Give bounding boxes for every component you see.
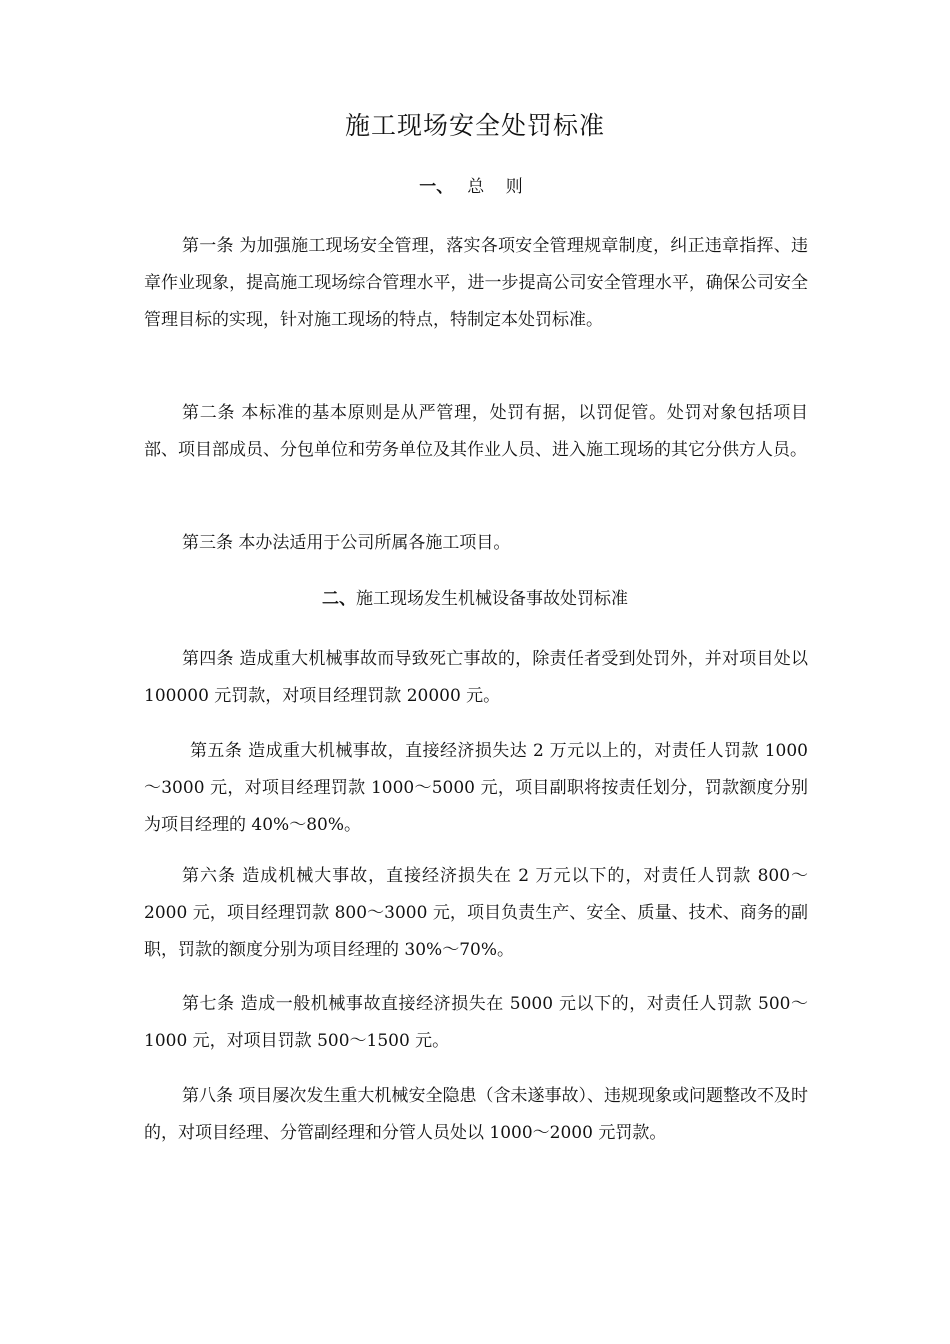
article-5: 第五条 造成重大机械事故，直接经济损失达 2 万元以上的，对责任人罚款 1000～3000 元，对项目经理罚款 1000～5000 元，项目副职将按责任划分，罚款额度分别为项目经理的 40%～80%。 <box>144 741 808 835</box>
article-6: 第六条 造成机械大事故，直接经济损失在 2 万元以下的，对责任人罚款 800～2000 元，项目经理罚款 800～3000 元，项目负责生产、安全、质量、技术、商务的副职，罚款的额度分别为项目经理的 30%～70%。 <box>144 866 808 960</box>
section-title: 总 则 <box>467 177 531 197</box>
article-1: 第一条 为加强施工现场安全管理，落实各项安全管理规章制度，纠正违章指挥、违章作业现象，提高施工现场综合管理水平，进一步提高公司安全管理水平，确保公司安全管理目标的实现，针对施工现场的特点，特制定本处罚标准。 <box>144 236 808 330</box>
section-title: 施工现场发生机械设备事故处罚标准 <box>356 589 628 609</box>
section-number: 二、 <box>322 589 356 609</box>
document-title: 施工现场安全处罚标准 <box>344 111 605 140</box>
article-8: 第八条 项目屡次发生重大机械安全隐患（含未遂事故）、违规现象或问题整改不及时的，对项目经理、分管副经理和分管人员处以 1000～2000 元罚款。 <box>144 1086 808 1143</box>
article-7: 第七条 造成一般机械事故直接经济损失在 5000 元以下的，对责任人罚款 500～1000 元，对项目罚款 500～1500 元。 <box>144 994 808 1051</box>
section-heading-general <box>0 172 950 197</box>
article-2: 第二条 本标准的基本原则是从严管理，处罚有据，以罚促管。处罚对象包括项目部、项目部成员、分包单位和劳务单位及其作业人员、进入施工现场的其它分供方人员。 <box>144 403 808 460</box>
section-heading-machinery <box>0 584 950 609</box>
section-number: 一、 <box>419 177 454 197</box>
article-4: 第四条 造成重大机械事故而导致死亡事故的，除责任者受到处罚外，并对项目处以 100000 元罚款，对项目经理罚款 20000 元。 <box>144 649 808 706</box>
article-3: 第三条 本办法适用于公司所属各施工项目。 <box>182 533 511 553</box>
